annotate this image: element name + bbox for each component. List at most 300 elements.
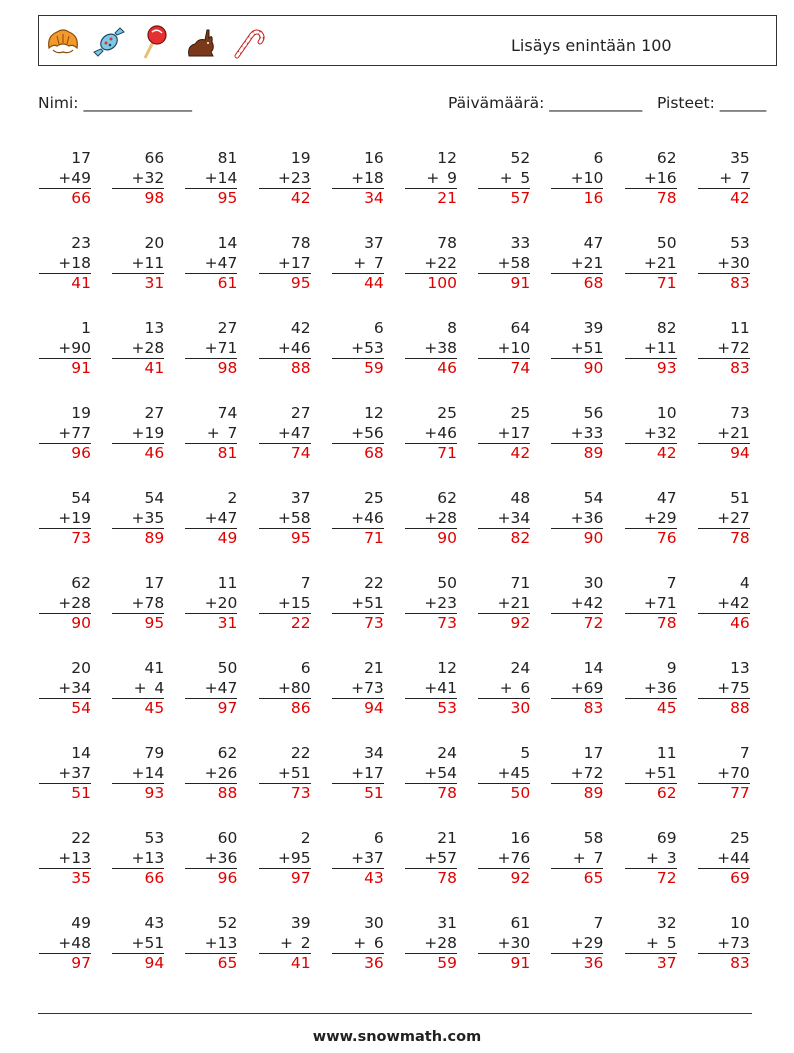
addition-problem bbox=[551, 489, 603, 549]
second-addend: + 5 bbox=[645, 933, 677, 952]
addition-problem bbox=[112, 659, 164, 719]
second-addend: +37 bbox=[58, 763, 91, 782]
second-addend: +51 bbox=[131, 933, 165, 952]
first-addend: 62 bbox=[437, 489, 457, 507]
addition-problem bbox=[332, 489, 384, 549]
answer: 90 bbox=[551, 528, 603, 549]
answer: 97 bbox=[185, 698, 237, 719]
answer: 16 bbox=[551, 188, 603, 209]
second-addend: + 3 bbox=[645, 848, 677, 867]
first-addend: 47 bbox=[656, 489, 677, 507]
addition-problem bbox=[551, 659, 603, 719]
second-addend: +58 bbox=[277, 508, 311, 527]
first-addend: 37 bbox=[290, 489, 311, 507]
addition-problem bbox=[112, 319, 164, 379]
answer: 88 bbox=[185, 783, 237, 804]
answer: 81 bbox=[185, 443, 237, 464]
answer: 88 bbox=[698, 698, 750, 719]
addition-problem bbox=[698, 404, 750, 464]
second-addend: +44 bbox=[717, 848, 750, 867]
icon-strip bbox=[43, 22, 267, 62]
answer: 89 bbox=[551, 783, 603, 804]
second-addend: + 6 bbox=[499, 678, 531, 697]
first-addend: 78 bbox=[437, 234, 457, 252]
first-addend: 12 bbox=[364, 404, 384, 422]
answer: 37 bbox=[625, 953, 677, 974]
second-addend: +72 bbox=[570, 763, 604, 782]
first-addend: 6 bbox=[373, 319, 384, 337]
answer: 93 bbox=[625, 358, 677, 379]
answer: 41 bbox=[112, 358, 164, 379]
addition-problem bbox=[259, 574, 311, 634]
first-addend: 32 bbox=[656, 914, 677, 932]
addition-problem bbox=[259, 404, 311, 464]
answer: 45 bbox=[112, 698, 164, 719]
answer: 92 bbox=[478, 868, 530, 889]
candy-cane-icon bbox=[227, 22, 267, 62]
answer: 71 bbox=[625, 273, 677, 294]
first-addend: 17 bbox=[583, 744, 604, 762]
answer: 45 bbox=[625, 698, 677, 719]
second-addend: +35 bbox=[131, 508, 165, 527]
first-addend: 22 bbox=[364, 574, 384, 592]
first-addend: 54 bbox=[583, 489, 604, 507]
addition-problem bbox=[478, 829, 530, 889]
addition-problem bbox=[185, 149, 237, 209]
answer: 42 bbox=[478, 443, 530, 464]
addition-problem bbox=[112, 234, 164, 294]
answer: 90 bbox=[39, 613, 91, 634]
first-addend: 53 bbox=[144, 829, 165, 847]
answer: 46 bbox=[112, 443, 164, 464]
addition-problem bbox=[698, 744, 750, 804]
first-addend: 66 bbox=[144, 149, 165, 167]
second-addend: +36 bbox=[570, 508, 604, 527]
first-addend: 8 bbox=[447, 319, 457, 337]
addition-problem bbox=[259, 659, 311, 719]
addition-problem bbox=[478, 149, 530, 209]
second-addend: +77 bbox=[58, 423, 91, 442]
second-addend: + 7 bbox=[572, 848, 604, 867]
second-addend: + 5 bbox=[499, 168, 531, 187]
answer: 42 bbox=[698, 188, 750, 209]
answer: 36 bbox=[551, 953, 603, 974]
addition-problem bbox=[259, 234, 311, 294]
addition-problem bbox=[625, 574, 677, 634]
first-addend: 25 bbox=[510, 404, 531, 422]
first-addend: 13 bbox=[730, 659, 750, 677]
answer: 78 bbox=[698, 528, 750, 549]
answer: 95 bbox=[112, 613, 164, 634]
answer: 89 bbox=[551, 443, 603, 464]
first-addend: 74 bbox=[217, 404, 238, 422]
answer: 30 bbox=[478, 698, 530, 719]
first-addend: 27 bbox=[290, 404, 311, 422]
addition-problem bbox=[259, 914, 311, 974]
first-addend: 62 bbox=[71, 574, 91, 592]
second-addend: +49 bbox=[58, 168, 91, 187]
second-addend: +47 bbox=[204, 508, 238, 527]
second-addend: +15 bbox=[277, 593, 311, 612]
footer-divider bbox=[38, 1013, 752, 1014]
addition-problem bbox=[625, 914, 677, 974]
second-addend: +36 bbox=[204, 848, 238, 867]
second-addend: +30 bbox=[717, 253, 750, 272]
addition-problem bbox=[625, 489, 677, 549]
first-addend: 17 bbox=[144, 574, 165, 592]
first-addend: 20 bbox=[71, 659, 91, 677]
second-addend: +71 bbox=[204, 338, 238, 357]
answer: 83 bbox=[698, 273, 750, 294]
lollipop-icon bbox=[135, 22, 175, 62]
addition-problem bbox=[112, 149, 164, 209]
addition-problem bbox=[39, 319, 91, 379]
addition-problem bbox=[259, 319, 311, 379]
second-addend: +14 bbox=[131, 763, 165, 782]
second-addend: +76 bbox=[497, 848, 531, 867]
second-addend: +47 bbox=[277, 423, 311, 442]
second-addend: +18 bbox=[351, 168, 384, 187]
second-addend: +75 bbox=[717, 678, 750, 697]
first-addend: 51 bbox=[730, 489, 750, 507]
answer: 41 bbox=[259, 953, 311, 974]
addition-problem bbox=[332, 574, 384, 634]
addition-problem bbox=[625, 659, 677, 719]
second-addend: + 9 bbox=[426, 168, 457, 187]
second-addend: +17 bbox=[277, 253, 311, 272]
first-addend: 21 bbox=[364, 659, 384, 677]
answer: 89 bbox=[112, 528, 164, 549]
second-addend: +11 bbox=[643, 338, 677, 357]
addition-problem bbox=[551, 319, 603, 379]
first-addend: 25 bbox=[437, 404, 457, 422]
answer: 35 bbox=[39, 868, 91, 889]
answer: 83 bbox=[551, 698, 603, 719]
first-addend: 12 bbox=[437, 659, 457, 677]
second-addend: + 6 bbox=[353, 933, 384, 952]
second-addend: +48 bbox=[58, 933, 91, 952]
answer: 73 bbox=[332, 613, 384, 634]
answer: 94 bbox=[332, 698, 384, 719]
first-addend: 7 bbox=[300, 574, 311, 592]
answer: 68 bbox=[332, 443, 384, 464]
second-addend: +23 bbox=[424, 593, 457, 612]
second-addend: +51 bbox=[277, 763, 311, 782]
addition-problem bbox=[478, 744, 530, 804]
answer: 31 bbox=[185, 613, 237, 634]
answer: 65 bbox=[551, 868, 603, 889]
second-addend: +90 bbox=[58, 338, 91, 357]
second-addend: +57 bbox=[424, 848, 457, 867]
first-addend: 41 bbox=[144, 659, 165, 677]
addition-problem bbox=[551, 744, 603, 804]
name-field: Nimi: ______________ bbox=[38, 94, 192, 112]
first-addend: 16 bbox=[364, 149, 384, 167]
first-addend: 43 bbox=[144, 914, 165, 932]
first-addend: 13 bbox=[144, 319, 165, 337]
first-addend: 22 bbox=[71, 829, 91, 847]
second-addend: +69 bbox=[570, 678, 604, 697]
answer: 83 bbox=[698, 358, 750, 379]
first-addend: 7 bbox=[739, 744, 750, 762]
addition-problem bbox=[405, 489, 457, 549]
first-addend: 82 bbox=[656, 319, 677, 337]
first-addend: 56 bbox=[583, 404, 604, 422]
first-addend: 11 bbox=[656, 744, 677, 762]
answer: 69 bbox=[698, 868, 750, 889]
first-addend: 19 bbox=[290, 149, 311, 167]
answer: 96 bbox=[39, 443, 91, 464]
answer: 78 bbox=[625, 613, 677, 634]
second-addend: +37 bbox=[351, 848, 384, 867]
answer: 31 bbox=[112, 273, 164, 294]
second-addend: +32 bbox=[643, 423, 677, 442]
addition-problem bbox=[259, 489, 311, 549]
second-addend: +14 bbox=[204, 168, 238, 187]
addition-problem bbox=[625, 319, 677, 379]
addition-problem bbox=[698, 489, 750, 549]
addition-problem bbox=[39, 404, 91, 464]
second-addend: +32 bbox=[131, 168, 165, 187]
first-addend: 34 bbox=[364, 744, 384, 762]
first-addend: 52 bbox=[217, 914, 238, 932]
addition-problem bbox=[185, 574, 237, 634]
first-addend: 6 bbox=[373, 829, 384, 847]
answer: 82 bbox=[478, 528, 530, 549]
addition-problem bbox=[698, 234, 750, 294]
addition-problem bbox=[332, 744, 384, 804]
answer: 98 bbox=[112, 188, 164, 209]
first-addend: 58 bbox=[583, 829, 604, 847]
second-addend: +28 bbox=[424, 508, 457, 527]
addition-problem bbox=[478, 319, 530, 379]
answer: 43 bbox=[332, 868, 384, 889]
answer: 83 bbox=[698, 953, 750, 974]
second-addend: +11 bbox=[131, 253, 165, 272]
second-addend: +17 bbox=[497, 423, 531, 442]
second-addend: + 7 bbox=[353, 253, 384, 272]
answer: 49 bbox=[185, 528, 237, 549]
first-addend: 17 bbox=[71, 149, 91, 167]
answer: 94 bbox=[112, 953, 164, 974]
first-addend: 50 bbox=[656, 234, 677, 252]
answer: 51 bbox=[39, 783, 91, 804]
second-addend: +21 bbox=[717, 423, 750, 442]
first-addend: 14 bbox=[583, 659, 604, 677]
first-addend: 50 bbox=[217, 659, 238, 677]
answer: 73 bbox=[39, 528, 91, 549]
addition-problem bbox=[185, 404, 237, 464]
second-addend: +30 bbox=[497, 933, 531, 952]
score-field: Pisteet: ______ bbox=[657, 94, 767, 112]
first-addend: 4 bbox=[739, 574, 750, 592]
first-addend: 24 bbox=[510, 659, 531, 677]
second-addend: +22 bbox=[424, 253, 457, 272]
first-addend: 14 bbox=[217, 234, 238, 252]
answer: 22 bbox=[259, 613, 311, 634]
addition-problem bbox=[185, 489, 237, 549]
addition-problem bbox=[185, 744, 237, 804]
addition-problem bbox=[39, 744, 91, 804]
first-addend: 24 bbox=[437, 744, 457, 762]
addition-problem bbox=[39, 829, 91, 889]
answer: 73 bbox=[405, 613, 457, 634]
addition-problem bbox=[405, 574, 457, 634]
addition-problem bbox=[698, 574, 750, 634]
answer: 59 bbox=[332, 358, 384, 379]
answer: 74 bbox=[259, 443, 311, 464]
second-addend: +54 bbox=[424, 763, 457, 782]
first-addend: 42 bbox=[290, 319, 311, 337]
answer: 21 bbox=[405, 188, 457, 209]
second-addend: +13 bbox=[58, 848, 91, 867]
second-addend: +73 bbox=[717, 933, 750, 952]
second-addend: +33 bbox=[570, 423, 604, 442]
first-addend: 39 bbox=[583, 319, 604, 337]
first-addend: 23 bbox=[71, 234, 91, 252]
second-addend: +38 bbox=[424, 338, 457, 357]
second-addend: +47 bbox=[204, 678, 238, 697]
answer: 51 bbox=[332, 783, 384, 804]
addition-problem bbox=[259, 149, 311, 209]
addition-problem bbox=[551, 149, 603, 209]
first-addend: 53 bbox=[730, 234, 750, 252]
first-addend: 25 bbox=[364, 489, 384, 507]
addition-problem bbox=[332, 404, 384, 464]
answer: 97 bbox=[39, 953, 91, 974]
answer: 94 bbox=[698, 443, 750, 464]
answer: 68 bbox=[551, 273, 603, 294]
first-addend: 64 bbox=[510, 319, 531, 337]
first-addend: 11 bbox=[730, 319, 750, 337]
first-addend: 54 bbox=[144, 489, 165, 507]
addition-problem bbox=[478, 234, 530, 294]
first-addend: 48 bbox=[510, 489, 531, 507]
answer: 91 bbox=[478, 273, 530, 294]
answer: 46 bbox=[405, 358, 457, 379]
addition-problem bbox=[39, 489, 91, 549]
addition-problem bbox=[698, 149, 750, 209]
answer: 62 bbox=[625, 783, 677, 804]
addition-problem bbox=[405, 914, 457, 974]
second-addend: +46 bbox=[351, 508, 384, 527]
addition-problem bbox=[332, 149, 384, 209]
first-addend: 27 bbox=[217, 319, 238, 337]
first-addend: 81 bbox=[217, 149, 238, 167]
answer: 46 bbox=[698, 613, 750, 634]
first-addend: 61 bbox=[510, 914, 531, 932]
addition-problem bbox=[185, 234, 237, 294]
first-addend: 47 bbox=[583, 234, 604, 252]
second-addend: +13 bbox=[204, 933, 238, 952]
addition-problem bbox=[478, 659, 530, 719]
answer: 72 bbox=[551, 613, 603, 634]
first-addend: 16 bbox=[510, 829, 531, 847]
addition-problem bbox=[625, 149, 677, 209]
first-addend: 54 bbox=[71, 489, 91, 507]
addition-problem bbox=[625, 744, 677, 804]
addition-problem bbox=[185, 319, 237, 379]
second-addend: +46 bbox=[424, 423, 457, 442]
second-addend: +34 bbox=[497, 508, 531, 527]
second-addend: +18 bbox=[58, 253, 91, 272]
answer: 66 bbox=[39, 188, 91, 209]
second-addend: +58 bbox=[497, 253, 531, 272]
first-addend: 22 bbox=[290, 744, 311, 762]
second-addend: +29 bbox=[643, 508, 677, 527]
answer: 78 bbox=[625, 188, 677, 209]
addition-problem bbox=[39, 234, 91, 294]
second-addend: +17 bbox=[351, 763, 384, 782]
addition-problem bbox=[698, 659, 750, 719]
first-addend: 69 bbox=[656, 829, 677, 847]
answer: 98 bbox=[185, 358, 237, 379]
first-addend: 49 bbox=[71, 914, 91, 932]
first-addend: 73 bbox=[730, 404, 750, 422]
addition-problem bbox=[478, 404, 530, 464]
answer: 95 bbox=[259, 273, 311, 294]
addition-problem bbox=[625, 404, 677, 464]
addition-problem bbox=[625, 829, 677, 889]
answer: 41 bbox=[39, 273, 91, 294]
answer: 95 bbox=[185, 188, 237, 209]
first-addend: 71 bbox=[510, 574, 531, 592]
addition-problem bbox=[698, 319, 750, 379]
answer: 36 bbox=[332, 953, 384, 974]
second-addend: +21 bbox=[643, 253, 677, 272]
answer: 42 bbox=[259, 188, 311, 209]
second-addend: +95 bbox=[277, 848, 311, 867]
addition-problem bbox=[39, 659, 91, 719]
addition-problem bbox=[332, 829, 384, 889]
second-addend: +41 bbox=[424, 678, 457, 697]
answer: 78 bbox=[405, 783, 457, 804]
second-addend: +78 bbox=[131, 593, 165, 612]
second-addend: +71 bbox=[643, 593, 677, 612]
first-addend: 1 bbox=[81, 319, 91, 337]
second-addend: +51 bbox=[351, 593, 384, 612]
addition-problem bbox=[185, 659, 237, 719]
second-addend: + 4 bbox=[133, 678, 165, 697]
answer: 61 bbox=[185, 273, 237, 294]
first-addend: 6 bbox=[593, 149, 604, 167]
first-addend: 30 bbox=[364, 914, 384, 932]
first-addend: 78 bbox=[290, 234, 311, 252]
second-addend: +80 bbox=[277, 678, 311, 697]
croissant-icon bbox=[43, 22, 83, 62]
second-addend: +51 bbox=[570, 338, 604, 357]
first-addend: 62 bbox=[656, 149, 677, 167]
worksheet-title: Lisäys enintään 100 bbox=[511, 36, 672, 55]
answer: 93 bbox=[112, 783, 164, 804]
second-addend: +36 bbox=[643, 678, 677, 697]
addition-problem bbox=[185, 914, 237, 974]
second-addend: +56 bbox=[351, 423, 384, 442]
first-addend: 25 bbox=[730, 829, 750, 847]
date-field: Päivämäärä: ____________ bbox=[448, 94, 643, 112]
first-addend: 21 bbox=[437, 829, 457, 847]
first-addend: 2 bbox=[227, 489, 238, 507]
answer: 97 bbox=[259, 868, 311, 889]
answer: 95 bbox=[259, 528, 311, 549]
first-addend: 20 bbox=[144, 234, 165, 252]
addition-problem bbox=[551, 574, 603, 634]
answer: 44 bbox=[332, 273, 384, 294]
answer: 72 bbox=[625, 868, 677, 889]
addition-problem bbox=[112, 489, 164, 549]
second-addend: +20 bbox=[204, 593, 238, 612]
first-addend: 62 bbox=[217, 744, 238, 762]
